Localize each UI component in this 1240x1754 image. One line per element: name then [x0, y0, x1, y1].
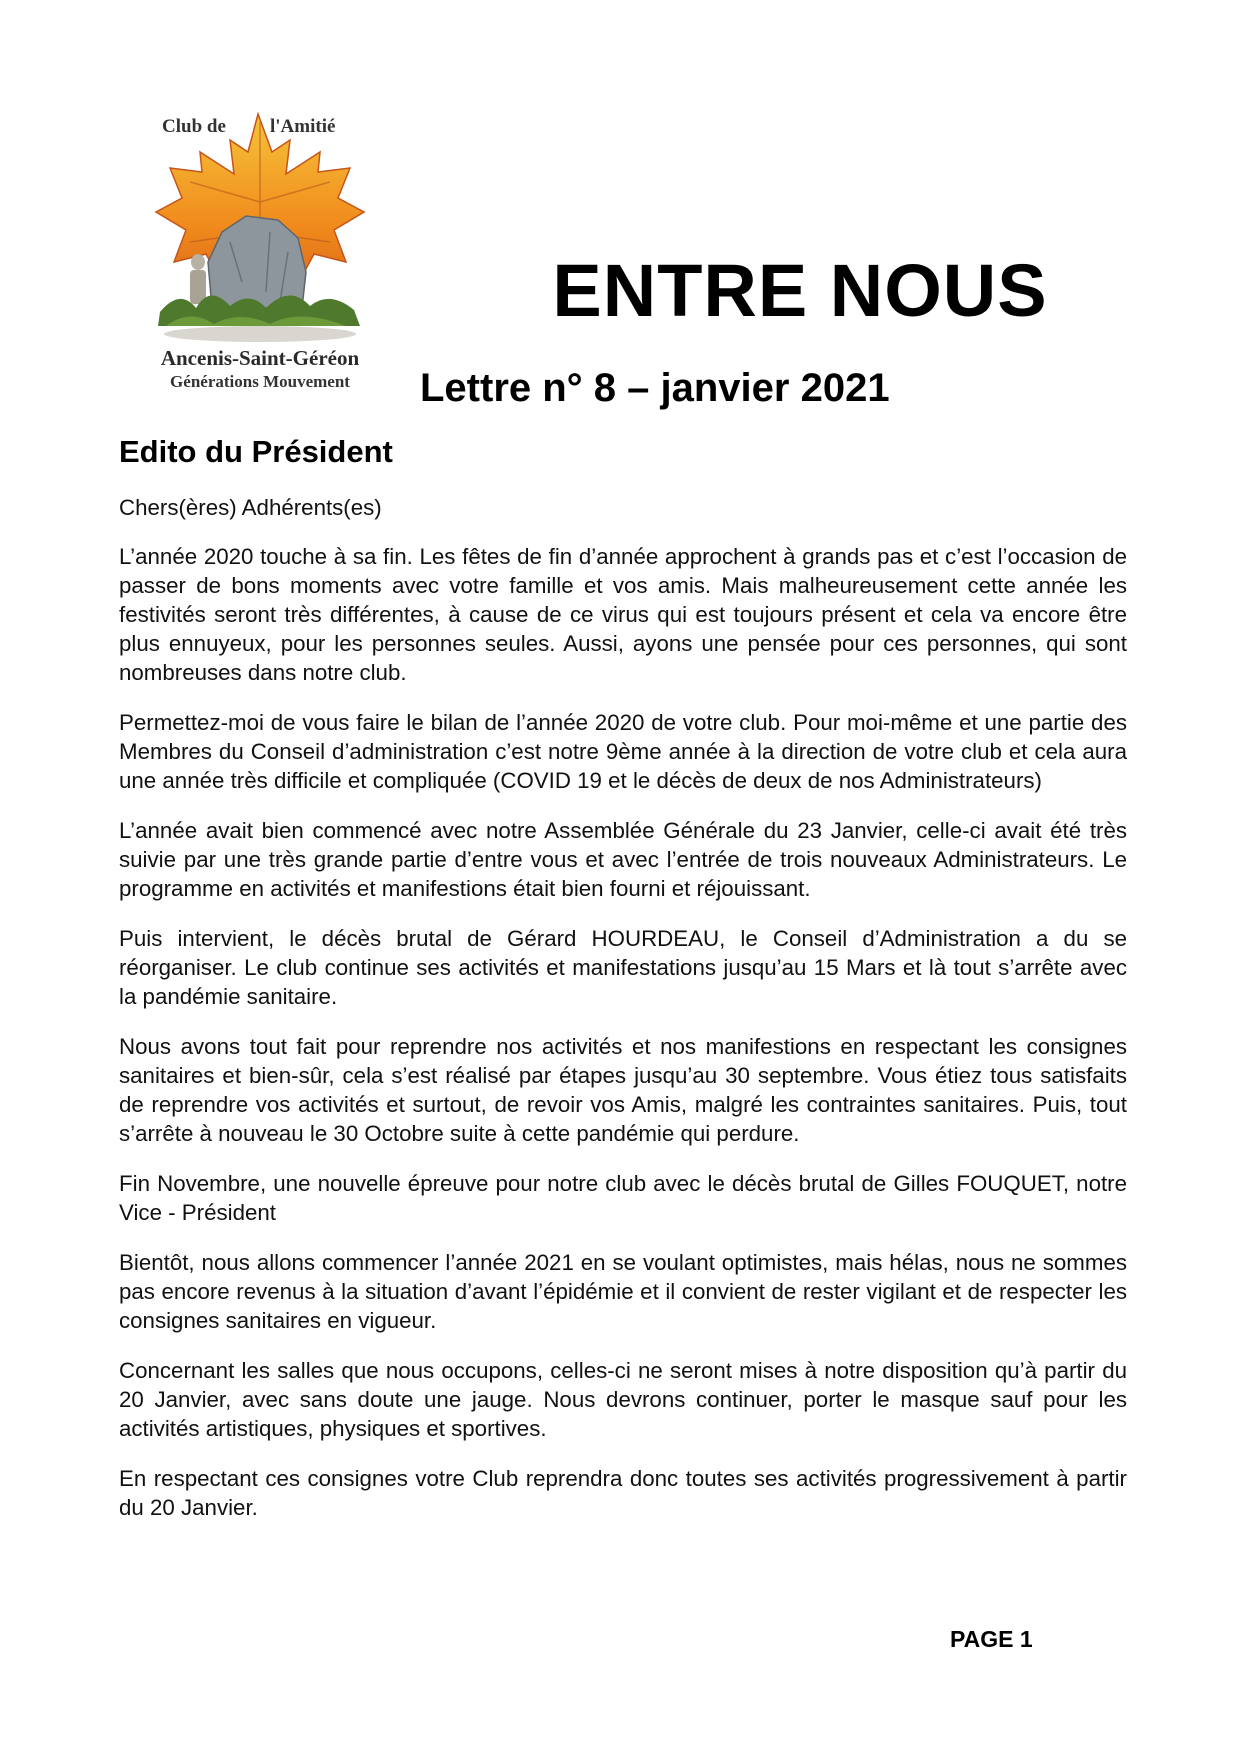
logo-town: Ancenis-Saint-Géréon: [160, 346, 360, 370]
newsletter-title: ENTRE NOUS: [552, 249, 1048, 332]
paragraph: Nous avons tout fait pour reprendre nos activités et nos manifestions en respectant les consignes sanitaires et bien-sûr, cela s’est réalisé par étapes jusqu’au 30 septembre. Vous étiez tous satisfaits de reprendre vos activités et surtout, de revoir vos Amis, malgré les contraintes sanitaires. Puis, tout s’arrête à nouveau le 30 Octobre suite à cette pandémie qui perdure.: [119, 1034, 1127, 1146]
paragraph: Bientôt, nous allons commencer l’année 2021 en se voulant optimistes, mais hélas, nous ne sommes pas encore revenus à la situation d’avant l’épidémie et il convient de rester vigilant et de respecter les consignes sanitaires en vigueur.: [119, 1250, 1127, 1333]
edito-body: [119, 493, 1127, 1543]
club-logo: [140, 112, 380, 397]
logo-amitie: l'Amitié: [270, 116, 336, 137]
issue-line: Lettre n° 8 – janvier 2021: [420, 366, 890, 410]
paragraph: L’année avait bien commencé avec notre Assemblée Générale du 23 Janvier, celle-ci avait été très suivie par une très grande partie d’entre vous et avec l’entrée de trois nouveaux Administrateurs. Le programme en activités et manifestions était bien fourni et réjouissant.: [119, 818, 1127, 901]
greeting: Chers(ères) Adhérents(es): [119, 495, 382, 520]
logo-subtitle: Générations Mouvement: [170, 372, 350, 391]
logo-club-de: Club de: [162, 116, 226, 137]
paragraph: En respectant ces consignes votre Club reprendra donc toutes ses activités progressivement à partir du 20 Janvier.: [119, 1466, 1127, 1520]
page-number: PAGE 1: [950, 1626, 1033, 1652]
edito-heading: Edito du Président: [119, 434, 393, 469]
paragraph: Concernant les salles que nous occupons, celles-ci ne seront mises à notre disposition qu’à partir du 20 Janvier, avec sans doute une jauge. Nous devrons continuer, porter le masque sauf pour les activités artistiques, physiques et sportives.: [119, 1358, 1127, 1441]
paragraph: L’année 2020 touche à sa fin. Les fêtes de fin d’année approchent à grands pas et c’est l’occasion de passer de bons moments avec votre famille et vos amis. Mais malheureusement cette année les festivités seront très différentes, à cause de ce virus qui est toujours présent et cela va encore être plus ennuyeux, pour les personnes seules. Aussi, ayons une pensée pour ces personnes, qui sont nombreuses dans notre club.: [119, 544, 1127, 685]
maple-leaf-rock-logo-icon: [150, 112, 370, 342]
paragraph: Permettez-moi de vous faire le bilan de l’année 2020 de votre club. Pour moi-même et une partie des Membres du Conseil d’administration c’est notre 9ème année à la direction de votre club et cela aura une année très difficile et compliquée (COVID 19 et le décès de deux de nos Administrateurs): [119, 710, 1127, 793]
paragraph: Fin Novembre, une nouvelle épreuve pour notre club avec le décès brutal de Gilles FOUQUET, notre Vice - Président: [119, 1171, 1127, 1225]
paragraph: Puis intervient, le décès brutal de Gérard HOURDEAU, le Conseil d’Administration a du se réorganiser. Le club continue ses activités et manifestations jusqu’au 15 Mars et là tout s’arrête avec la pandémie sanitaire.: [119, 926, 1127, 1009]
